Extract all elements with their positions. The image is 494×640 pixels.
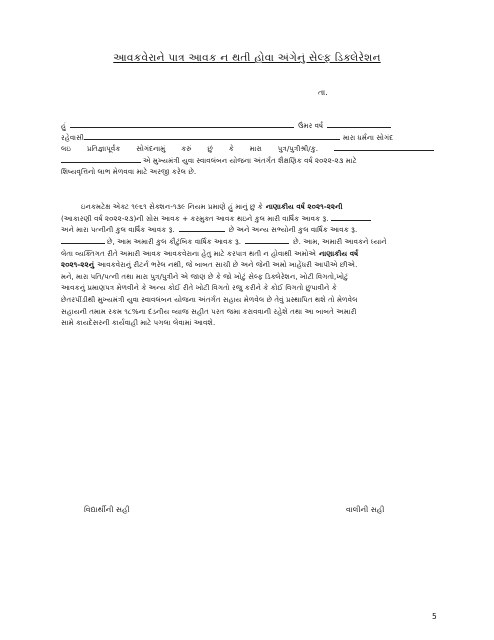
awareness-line: મને, મારા પતિ/પત્ની તથા મારા પુત્ર/પુત્રીને એ જાણ છે કે જો ખોટું સેલ્ફ ડિક્લેરેશન, ખોટી વિગતો,ખોટું [61,271,349,281]
fraud-line: છેતરપીંડીથી મુખ્યમંત્રી યુવા સ્વાવલંબન યોજના અંતર્ગત સહાય મેળવેલ છે તેવું પ્રસ્થાપિત થશે તો મેળવેલ [61,294,358,304]
other-income-blank[interactable] [61,236,105,244]
child-name-blank-2[interactable] [61,155,141,163]
income-tax-line: ઇનકમટેક્ષ એક્ટ ૧૯૬૧ સેક્શન-૧૩૯ નિયમ પ્રમાણે હું માનું છુ કે નાણાકીય વર્ષ ૨૦૨૧-૨૨ની [81,202,343,212]
student-signature-label: વિદ્યાર્થીની સહી [84,505,130,514]
family-income-line: છે, આમ અમારી કુલ કૌટુંબિક વાર્ષિક આવક રૂ. છે. આમ, અમારી આવકને ધ્યાને [61,236,434,248]
address-blank[interactable] [84,132,340,140]
own-income-blank[interactable] [331,213,371,221]
declaration-body [61,120,434,329]
child-name-blank[interactable] [334,143,434,151]
address-line: રહેવાસી મારા ધર્મના સોગંદ [61,132,394,142]
name-blank[interactable] [70,120,294,128]
spouse-income-blank[interactable] [179,224,225,232]
oath-line: લઇ પ્રતિજ્ઞાપૂર્વક સોગંદનામું કરું છું કે મારા પુત્ર/પુત્રીશ્રી/કુ. [61,143,434,155]
page-number: 5 [432,612,437,621]
legal-action-line: સામે કાયદેસરની કાર્યવાહી માટે પગલા લેવામાં આવશે. [61,318,216,328]
return-line: ૨૦૨૧-૨૨નું આવકવેરાનું રીટર્ન ભરેલ નથી, જે બાબત સાચી છે અને જેની અમો ખાહેંધરી આપીએ છીએ. [61,260,358,270]
refund-line: સહાયની તમામ રકમ ૧૮%ના દંડનીય વ્યાજ સહીત પરત જમા કરાવવાની રહેશે તથા આ બાબતે અમારી [61,306,357,316]
name-line: હું ઉંમર વર્ષ [61,120,434,132]
page-title: આવકવેરાને પાત્ર આવક ન થતી હોવા અંગેનું સેલ્ફ ડિક્લેરેશન [113,52,381,64]
application-line: શિષ્યવૃત્તિનો લાભ મેળવવા માટે અરજી કરેલ છે. [61,167,197,177]
taxable-line: લેતા વ્યક્તિગત રીતે અમારી આવક આવકવેરાના હેતુ માટે કરપાત્ર થતી ન હોવાથી અમોએ નાણાકીય વર્ષ [61,248,359,258]
scheme-line: એ મુખ્યમંત્રી યુવા સ્વાવલંબન યોજના અંતર્ગત શૈક્ષણિક વર્ષ ૨૦૨૨-૨૩ માટે [61,155,434,167]
family-income-blank[interactable] [245,236,289,244]
parent-signature-label: વાલીની સહી [346,505,385,514]
certificate-line: આવકનું પ્રમાણપત્ર મેળવીને કે અન્ય કોઈ રીતે ખોટી વિગતો રજુ કરીને કે કોઈ વિગતો છુપાવીને કે [61,283,337,293]
gross-income-line: (આકારણી વર્ષ ૨૦૨૨-૨૩)ની ગ્રોસ આવક + કરમુક્ત આવક થઇને કુલ મારી વાર્ષિક આવક રૂ. [61,213,434,225]
age-blank[interactable] [327,120,391,128]
date-label: તા. [318,88,328,97]
spouse-income-line: અને મારા પત્નીની કુલ વાર્ષિક આવક રૂ. છે અને અન્ય સભ્યોની કુલ વાર્ષિક આવક રૂ. [61,225,358,235]
